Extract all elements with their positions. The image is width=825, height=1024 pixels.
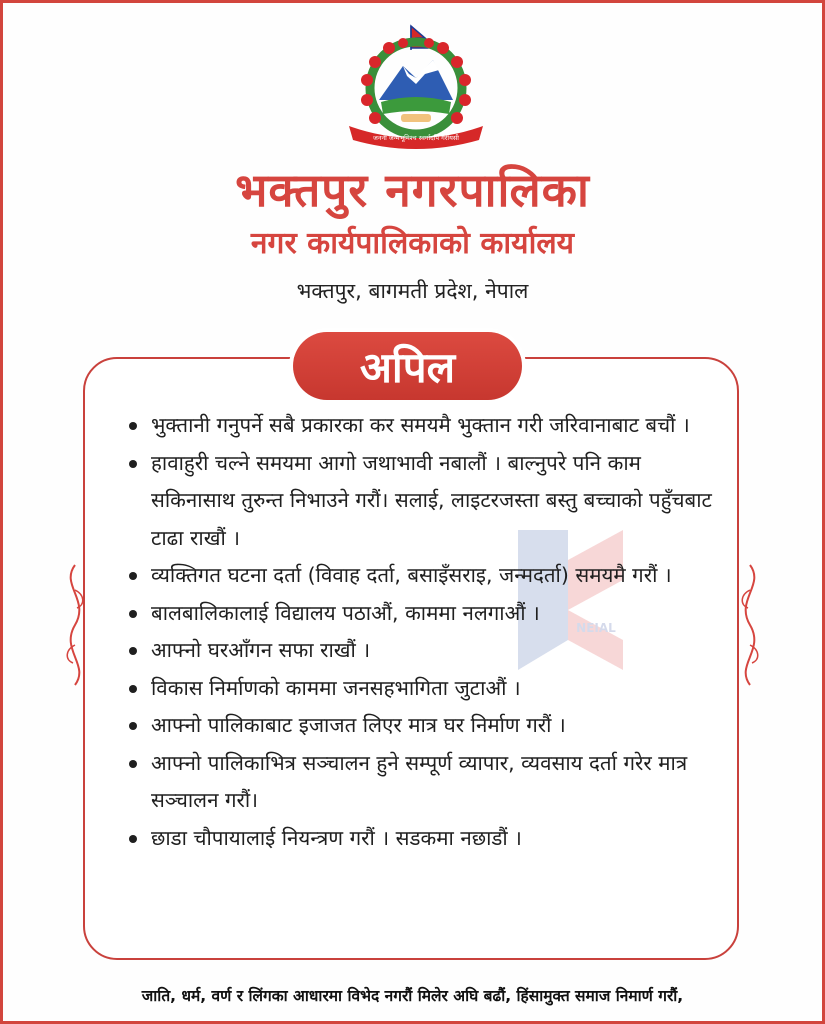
- watermark-text: NEIAL: [576, 621, 616, 635]
- address-line: भक्तपुर, बागमती प्रदेश, नेपाल: [296, 279, 529, 303]
- appeal-item-text: आफ्नो पालिकाभित्र सञ्चालन हुने सम्पूर्ण व्यापार, व्यवसाय दर्ता गरेर मात्र सञ्चालन गरौं।: [151, 750, 688, 812]
- appeal-item: [118, 820, 730, 858]
- bullet-icon: [129, 572, 137, 580]
- appeal-item-text: छाडा चौपायालाई नियन्त्रण गरौं । सडकमा नछाडौं ।: [151, 825, 522, 850]
- nepal-emblem-icon: [341, 22, 491, 150]
- footer-slogan: जाति, धर्म, वर्ण र लिंगका आधारमा विभेद नगरौं मिलेर अघि बढौं, हिंसामुक्त समाज निमार्ण गरौं,: [141, 987, 684, 1005]
- municipality-title: भक्तपुर नगरपालिका: [235, 163, 590, 217]
- appeal-item-text: आफ्नो घरआँगन सफा राखौं ।: [151, 638, 371, 662]
- appeal-list: [118, 407, 730, 857]
- bullet-icon: [129, 422, 137, 430]
- bullet-icon: [129, 760, 137, 768]
- appeal-item-text: बालबालिकालाई विद्यालय पठाऔं, काममा नलगाऔं ।: [151, 600, 540, 625]
- appeal-item: [118, 707, 730, 745]
- emblem-motto: जननी जन्मभूमिश्च स्वर्गादपि गरीयसी: [373, 134, 459, 142]
- appeal-item-text: विकास निर्माणको काममा जनसहभागिता जुटाऔं ।: [151, 675, 521, 700]
- appeal-item: [118, 557, 730, 595]
- appeal-item: [118, 632, 730, 670]
- appeal-item-text: भुक्तानी गनुपर्ने सबै प्रकारका कर समयमै भुक्तान गरी जरिवानाबाट बचौं ।: [151, 413, 690, 437]
- bullet-icon: [129, 460, 137, 468]
- appeal-item: [118, 670, 730, 708]
- appeal-item-text: आफ्नो पालिकाबाट इजाजत लिएर मात्र घर निर्माण गरौं ।: [151, 713, 566, 737]
- bullet-icon: [129, 685, 137, 693]
- office-subtitle: नगर कार्यपालिकाको कार्यालय: [250, 226, 575, 261]
- appeal-item: [118, 445, 730, 558]
- appeal-heading-badge: [293, 332, 522, 400]
- appeal-item: [118, 595, 730, 633]
- appeal-item: [118, 745, 730, 820]
- appeal-item-text: व्यक्तिगत घटना दर्ता (विवाह दर्ता, बसाइँसराइ, जन्मदर्ता) समयमै गरौं ।: [151, 563, 672, 587]
- appeal-item-text: हावाहुरी चल्ने समयमा आगो जथाभावी नबालौं । बाल्नुपरे पनि काम सकिनासाथ तुरुन्त निभाउने गरौं। सलाई, लाइटरजस्ता बस्तु बच्चाको पहुँचबाट टाढा राखौं ।: [151, 450, 712, 550]
- bullet-icon: [129, 610, 137, 618]
- bullet-icon: [129, 835, 137, 843]
- appeal-heading: अपिल: [359, 342, 456, 392]
- appeal-item: [118, 407, 730, 445]
- bullet-icon: [129, 647, 137, 655]
- bullet-icon: [129, 722, 137, 730]
